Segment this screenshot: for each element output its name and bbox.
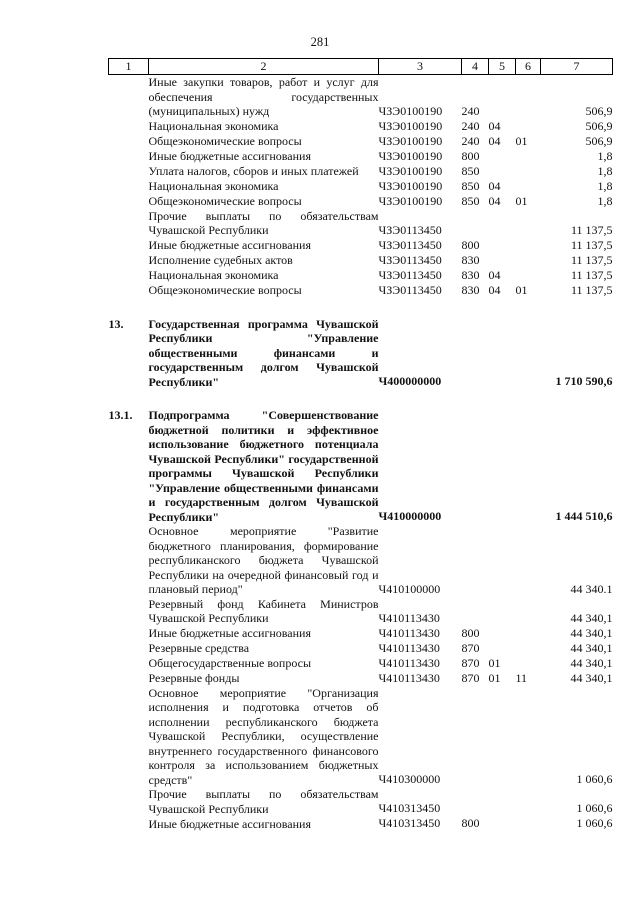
row-name: Иные бюджетные ассигнования: [148, 626, 311, 640]
table-row: [109, 816, 613, 831]
row-number: 13.: [108, 316, 124, 331]
target-article-code: ЧЗЭ0113450: [378, 282, 442, 297]
target-article-code: ЧЗЭ0100190: [378, 163, 443, 178]
row-name: Подпрограмма "Совершенствование бюджетной политики и эффективное использование бюджетного потенциала Чувашской Республики" государственной программы Чувашской Республики "Управление общественными финансами и государственным долгом Чувашской Республики": [148, 408, 379, 524]
row-name: Уплата налогов, сборов и иных платежей: [148, 164, 359, 178]
amount: 506,9: [585, 103, 613, 118]
amount: 11 137,5: [570, 237, 613, 252]
amount: 44 340,1: [570, 640, 613, 655]
amount: 1 060,6: [576, 816, 613, 830]
budget-table: [108, 58, 613, 831]
target-article-code: Ч410113430: [378, 670, 440, 685]
section-code: 01: [488, 670, 501, 685]
amount: 44 340,1: [570, 625, 613, 640]
expense-type-code: 850: [461, 163, 480, 178]
amount: 1,8: [597, 193, 613, 208]
column-header: 2: [149, 59, 379, 75]
expense-type-code: 800: [461, 148, 480, 163]
expense-type-code: 870: [461, 640, 480, 655]
subsection-code: [516, 75, 541, 119]
page-number: 281: [310, 35, 330, 49]
amount: 44 340,1: [570, 610, 613, 625]
section-code: [489, 597, 516, 626]
amount: 1,8: [597, 178, 613, 193]
section-code: [489, 686, 516, 788]
section-code: [489, 641, 516, 656]
expense-type-code: 850: [461, 193, 480, 208]
section-code: 04: [488, 118, 501, 133]
amount: 11 137,5: [570, 222, 613, 237]
column-header: 1: [109, 59, 149, 75]
section-code: [489, 209, 516, 238]
row-name: Государственная программа Чувашской Республики "Управление общественными финансами и государственным долгом Чувашской Республики": [148, 316, 379, 389]
target-article-code: Ч400000000: [378, 374, 442, 388]
table-row: [109, 597, 613, 626]
expense-type-code: 800: [461, 816, 480, 830]
table-row: [109, 75, 613, 119]
row-name: Иные закупки товаров, работ и услуг для обеспечения государственных (муниципальных) нужд: [148, 75, 379, 118]
row-name: Иные бюджетные ассигнования: [148, 816, 311, 831]
section-code: [489, 75, 516, 119]
row-name: Исполнение судебных актов: [148, 253, 293, 267]
row-name: Национальная экономика: [148, 268, 279, 282]
column-header: 5: [489, 59, 516, 75]
subsection-code: [516, 656, 541, 671]
target-article-code: ЧЗЭ0100190: [378, 133, 443, 148]
section-code: 04: [488, 282, 501, 297]
row-number: [109, 75, 149, 119]
subsection-code: [516, 149, 541, 164]
table-row: [109, 317, 613, 390]
expense-type-code: [462, 524, 489, 597]
expense-type-code: [462, 597, 489, 626]
table-row: [109, 179, 613, 194]
section-code: [489, 524, 516, 597]
subsection-code: [516, 626, 541, 641]
row-name: Иные бюджетные ассигнования: [148, 238, 311, 252]
row-number: [109, 134, 149, 149]
target-article-code: ЧЗЭ0100190: [378, 178, 443, 193]
row-name: Общегосударственные вопросы: [148, 656, 312, 670]
row-name: Общеэкономические вопросы: [148, 134, 302, 148]
row-number: [109, 626, 149, 641]
expense-type-code: [462, 787, 489, 816]
row-number: [109, 597, 149, 626]
table-row: [109, 283, 613, 298]
row-name: Общеэкономические вопросы: [148, 194, 302, 208]
subsection-code: 11: [515, 670, 528, 685]
column-header: 4: [462, 59, 489, 75]
section-code: 04: [488, 267, 501, 282]
target-article-code: ЧЗЭ0113450: [378, 267, 442, 282]
amount: 11 137,5: [570, 267, 613, 282]
row-number: [109, 283, 149, 298]
row-name: Основное мероприятие "Развитие бюджетного планирования, формирование республиканского бюджета Чувашской Республики на очередной финансовый год и плановый период": [148, 524, 379, 596]
subsection-code: [516, 317, 541, 390]
table-row: [109, 209, 613, 238]
section-code: 04: [488, 178, 501, 193]
row-number: [109, 194, 149, 209]
expense-type-code: 830: [461, 267, 480, 282]
row-name: Резервный фонд Кабинета Министров Чувашской Республики: [148, 596, 379, 625]
amount: 1,8: [597, 163, 613, 178]
section-code: [489, 164, 516, 179]
column-header: 3: [379, 59, 462, 75]
subsection-code: [516, 686, 541, 788]
expense-type-code: 800: [461, 625, 480, 640]
table-row: [109, 641, 613, 656]
column-header: 6: [516, 59, 541, 75]
table-row: [109, 149, 613, 164]
table-row: [109, 524, 613, 597]
row-number: [109, 524, 149, 597]
target-article-code: Ч410313450: [378, 816, 441, 830]
row-name: Резервные фонды: [148, 671, 240, 685]
section-code: [489, 816, 516, 831]
table-row: [109, 238, 613, 253]
expense-type-code: [462, 686, 489, 788]
expense-type-code: 830: [461, 282, 480, 297]
row-number: [109, 209, 149, 238]
expense-type-code: 240: [461, 103, 480, 118]
table-row: [109, 626, 613, 641]
target-article-code: Ч410313450: [378, 801, 441, 815]
table-row: [109, 194, 613, 209]
row-number: [109, 686, 149, 788]
amount: 1 444 510,6: [555, 509, 613, 523]
amount: 11 137,5: [570, 282, 613, 297]
expense-type-code: [462, 408, 489, 524]
row-number: 13.1.: [108, 408, 133, 422]
target-article-code: Ч410100000: [378, 581, 441, 596]
target-article-code: ЧЗЭ0100190: [378, 118, 443, 133]
row-number: [109, 268, 149, 283]
target-article-code: Ч410000000: [378, 509, 442, 523]
row-number: [109, 253, 149, 268]
section-code: [489, 149, 516, 164]
row-name: Национальная экономика: [148, 179, 279, 193]
row-number: [109, 671, 149, 686]
target-article-code: ЧЗЭ0100190: [378, 193, 443, 208]
row-name: Основное мероприятие "Организация исполнения и подготовка отчетов об исполнении республиканского бюджета Чувашской Республики, осуществление внутреннего государственного финансового контроля за использованием бюджетных средств": [148, 685, 379, 787]
target-article-code: Ч410113430: [378, 655, 440, 670]
amount: 44 340,1: [570, 655, 613, 670]
target-article-code: Ч410113430: [378, 610, 440, 625]
row-name: Национальная экономика: [148, 119, 279, 133]
subsection-code: [516, 238, 541, 253]
row-number: [109, 816, 149, 831]
section-code: [489, 787, 516, 816]
target-article-code: ЧЗЭ0100190: [378, 148, 443, 163]
amount: 506,9: [585, 118, 613, 133]
section-code: [489, 253, 516, 268]
subsection-code: [516, 816, 541, 831]
table-row: [109, 164, 613, 179]
column-header: 7: [541, 59, 613, 75]
expense-type-code: 870: [461, 655, 480, 670]
target-article-code: Ч410113430: [378, 640, 440, 655]
expense-type-code: 830: [461, 252, 480, 267]
spacer-row: [109, 298, 613, 317]
table-row: [109, 787, 613, 816]
target-article-code: ЧЗЭ0113450: [378, 237, 442, 252]
amount: 1 060,6: [576, 772, 613, 786]
amount: 1 060,6: [576, 801, 613, 815]
target-article-code: Ч410300000: [378, 772, 441, 786]
row-name: Прочие выплаты по обязательствам Чувашской Республики: [148, 787, 379, 816]
row-number: [109, 149, 149, 164]
row-number: [109, 119, 149, 134]
amount: 44 340.1: [570, 581, 613, 596]
expense-type-code: 850: [461, 178, 480, 193]
subsection-code: [516, 408, 541, 524]
expense-type-code: 240: [461, 133, 480, 148]
table-row: [109, 686, 613, 788]
section-code: 04: [488, 193, 501, 208]
row-number: [109, 656, 149, 671]
row-name: Прочие выплаты по обязательствам Чувашской Республики: [148, 208, 379, 237]
row-number: [109, 179, 149, 194]
amount: 44 340,1: [570, 670, 613, 685]
table-row: [109, 656, 613, 671]
table-row: [109, 134, 613, 149]
expense-type-code: [462, 317, 489, 390]
target-article-code: ЧЗЭ0113450: [378, 252, 442, 267]
amount: 506,9: [585, 133, 613, 148]
subsection-code: [516, 209, 541, 238]
section-code: [489, 238, 516, 253]
row-number: [109, 787, 149, 816]
table-row: [109, 268, 613, 283]
subsection-code: [516, 268, 541, 283]
amount: 1 710 590,6: [555, 374, 613, 388]
target-article-code: ЧЗЭ0100190: [378, 103, 443, 118]
subsection-code: [516, 524, 541, 597]
row-name: Общеэкономические вопросы: [148, 283, 302, 297]
subsection-code: [516, 787, 541, 816]
subsection-code: [516, 179, 541, 194]
expense-type-code: 870: [461, 670, 480, 685]
table-row: [109, 119, 613, 134]
subsection-code: 01: [515, 282, 528, 297]
row-name: Резервные средства: [148, 641, 250, 655]
section-code: [489, 317, 516, 390]
target-article-code: ЧЗЭ0113450: [378, 222, 442, 237]
amount: 1,8: [597, 148, 613, 163]
table-body: [109, 75, 613, 832]
table-row: [109, 253, 613, 268]
subsection-code: 01: [515, 193, 528, 208]
spacer-cell: [109, 298, 613, 317]
subsection-code: 01: [515, 133, 528, 148]
section-code: 01: [488, 655, 501, 670]
subsection-code: [516, 164, 541, 179]
section-code: [489, 408, 516, 524]
row-name: Иные бюджетные ассигнования: [148, 149, 311, 163]
spacer-row: [109, 389, 613, 408]
section-code: 04: [488, 133, 501, 148]
section-code: [489, 626, 516, 641]
expense-type-code: [462, 209, 489, 238]
row-number: [109, 164, 149, 179]
subsection-code: [516, 119, 541, 134]
target-article-code: Ч410113430: [378, 625, 440, 640]
subsection-code: [516, 253, 541, 268]
row-number: [109, 238, 149, 253]
table-row: [109, 408, 613, 524]
expense-type-code: 240: [461, 118, 480, 133]
table-row: [109, 671, 613, 686]
spacer-cell: [109, 389, 613, 408]
amount: 11 137,5: [570, 252, 613, 267]
subsection-code: [516, 641, 541, 656]
table-header: [109, 59, 613, 75]
subsection-code: [516, 597, 541, 626]
expense-type-code: 800: [461, 237, 480, 252]
row-number: [109, 641, 149, 656]
